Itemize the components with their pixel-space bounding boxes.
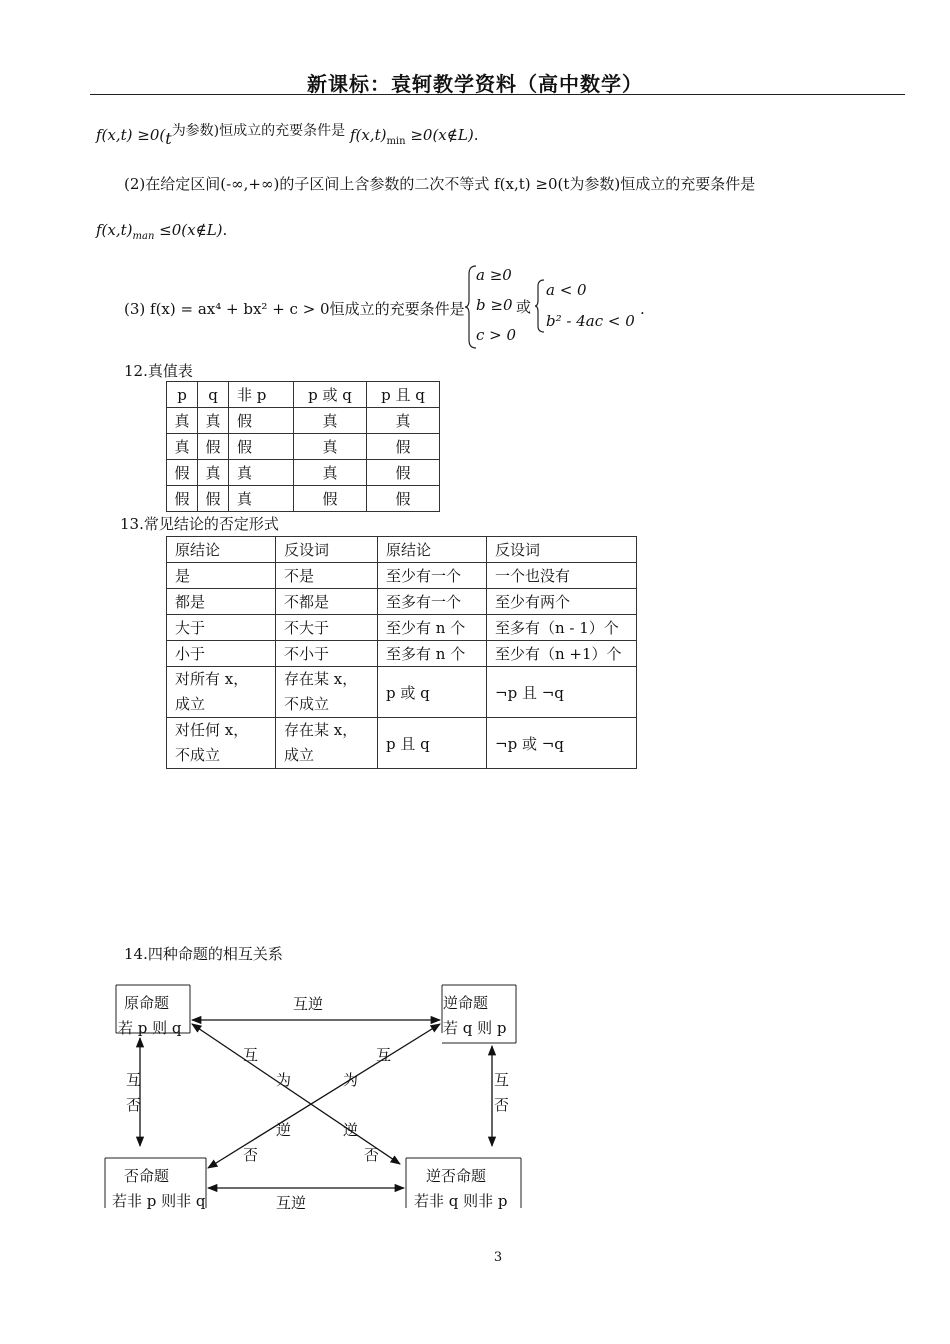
formula-part: f(x,t) [349, 126, 387, 144]
formula-part: f(x,t) [96, 221, 133, 239]
formula-var: t [165, 129, 172, 148]
table-cell: 至少有 n 个 [378, 615, 487, 641]
table-cell: 不是 [276, 563, 378, 589]
table-cell: 真 [198, 408, 229, 434]
table-cell: 至少有一个 [378, 563, 487, 589]
label-left-2: 否 [126, 1096, 142, 1114]
diag1-char-1: 互 [243, 1046, 259, 1064]
table-cell: 大于 [167, 615, 276, 641]
box-subtitle: 若 p 则 q [118, 1019, 182, 1037]
cond-b: b ≥0 [476, 296, 513, 314]
diag2-char-4: 否 [243, 1146, 259, 1164]
header-cell: p 或 q [294, 382, 367, 408]
table-cell: 不大于 [276, 615, 378, 641]
table-cell: 小于 [167, 641, 276, 667]
table-cell: 不都是 [276, 589, 378, 615]
table-cell: 假 [198, 486, 229, 512]
label-top: 互逆 [293, 995, 324, 1013]
box-subtitle: 若 q 则 p [443, 1019, 507, 1037]
para-3-lead: (3) f(x) = ax⁴ + bx² + c > 0恒成立的充要条件是 [124, 300, 465, 318]
header-cell: 反设词 [487, 537, 637, 563]
diag2-char-3: 逆 [276, 1121, 292, 1139]
diag1-char-2: 为 [276, 1071, 292, 1089]
formula-part: ≤0(x∉L) [154, 221, 223, 239]
table-cell: 假 [367, 460, 440, 486]
box-title: 否命题 [124, 1167, 170, 1185]
label-left-1: 互 [126, 1071, 142, 1089]
table-cell: 真 [167, 434, 198, 460]
box-title: 逆否命题 [426, 1167, 487, 1185]
table-cell: 真 [229, 460, 294, 486]
table-cell: 存在某 x， 成立 [276, 718, 378, 769]
table-cell: 不小于 [276, 641, 378, 667]
diag2-char-1: 互 [376, 1046, 392, 1064]
table-cell: 对所有 x， 成立 [167, 667, 276, 718]
table-cell: 至少有（n +1）个 [487, 641, 637, 667]
label-right-2: 否 [494, 1096, 510, 1114]
diag2-char-2: 为 [343, 1071, 359, 1089]
section-12-title: 12.真值表 [124, 362, 193, 380]
box-title: 逆命题 [443, 994, 489, 1012]
diag1-char-4: 否 [364, 1146, 380, 1164]
table-cell: ¬p 且 ¬q [487, 667, 637, 718]
table-cell: 假 [367, 434, 440, 460]
or-word: 或 [516, 298, 532, 316]
header-cell: p [167, 382, 198, 408]
box-title: 原命题 [124, 994, 170, 1012]
page-header: 新课标：袁轲教学资料（高中数学） [307, 72, 643, 96]
diag1-char-3: 逆 [343, 1121, 359, 1139]
table-cell: 至多有（n - 1）个 [487, 615, 637, 641]
table-cell: 假 [167, 486, 198, 512]
period: . [473, 126, 479, 144]
table-cell: 真 [229, 486, 294, 512]
table-cell: 假 [229, 408, 294, 434]
table-cell: 是 [167, 563, 276, 589]
table-cell: 真 [294, 408, 367, 434]
table-cell: p 或 q [378, 667, 487, 718]
table-cell: 真 [294, 434, 367, 460]
para-2: (2)在给定区间(-∞,+∞)的子区间上含参数的二次不等式 f(x,t) ≥0(t为参数)恒成立的充要条件是 [124, 175, 756, 193]
label-bottom: 互逆 [276, 1194, 307, 1212]
box-contrapositive [414, 1164, 514, 1214]
period: . [222, 221, 228, 239]
table-cell: 都是 [167, 589, 276, 615]
table-cell: 假 [229, 434, 294, 460]
section-14-title: 14.四种命题的相互关系 [124, 945, 283, 963]
table-cell: 真 [367, 408, 440, 434]
table-cell: 真 [167, 408, 198, 434]
table-cell: 存在某 x， 不成立 [276, 667, 378, 718]
table-cell: 至多有一个 [378, 589, 487, 615]
box-subtitle: 若非 p 则非 q [112, 1192, 206, 1210]
header-cell: 反设词 [276, 537, 378, 563]
arrow-diagonal-1 [192, 1024, 400, 1164]
subscript: min [386, 136, 406, 147]
formula-part: f(x,t) ≥0( [96, 126, 166, 144]
cond-a-neg: a < 0 [546, 281, 587, 299]
page-number: 3 [493, 1250, 503, 1265]
cond-c: c > 0 [476, 326, 517, 344]
header-cell: 原结论 [167, 537, 276, 563]
formula-part: ≥0(x∉L) [405, 126, 474, 144]
table-cell: 真 [198, 460, 229, 486]
box-inverse [112, 1164, 212, 1214]
table-cell: 假 [367, 486, 440, 512]
table-cell: 真 [294, 460, 367, 486]
table-cell: 假 [167, 460, 198, 486]
header-cell: q [198, 382, 229, 408]
table-cell: p 且 q [378, 718, 487, 769]
box-original [118, 991, 188, 1041]
cond-a: a ≥0 [476, 266, 512, 284]
section-13-title: 13.常见结论的否定形式 [120, 515, 279, 533]
table-cell: 至少有两个 [487, 589, 637, 615]
table-cell: ¬p 或 ¬q [487, 718, 637, 769]
label-right-1: 互 [494, 1071, 510, 1089]
cond-disc: b² - 4ac < 0 [546, 312, 635, 330]
subscript: man [132, 231, 155, 242]
text-part: 为参数)恒成立的充要条件是 [171, 123, 346, 139]
header-cell: p 且 q [367, 382, 440, 408]
period: . [640, 300, 645, 318]
table-cell: 假 [198, 434, 229, 460]
table-cell: 对任何 x， 不成立 [167, 718, 276, 769]
table-cell: 至多有 n 个 [378, 641, 487, 667]
header-cell: 非 p [229, 382, 294, 408]
table-cell: 一个也没有 [487, 563, 637, 589]
header-cell: 原结论 [378, 537, 487, 563]
box-subtitle: 若非 q 则非 p [414, 1192, 508, 1210]
table-cell: 假 [294, 486, 367, 512]
box-converse [437, 991, 513, 1041]
